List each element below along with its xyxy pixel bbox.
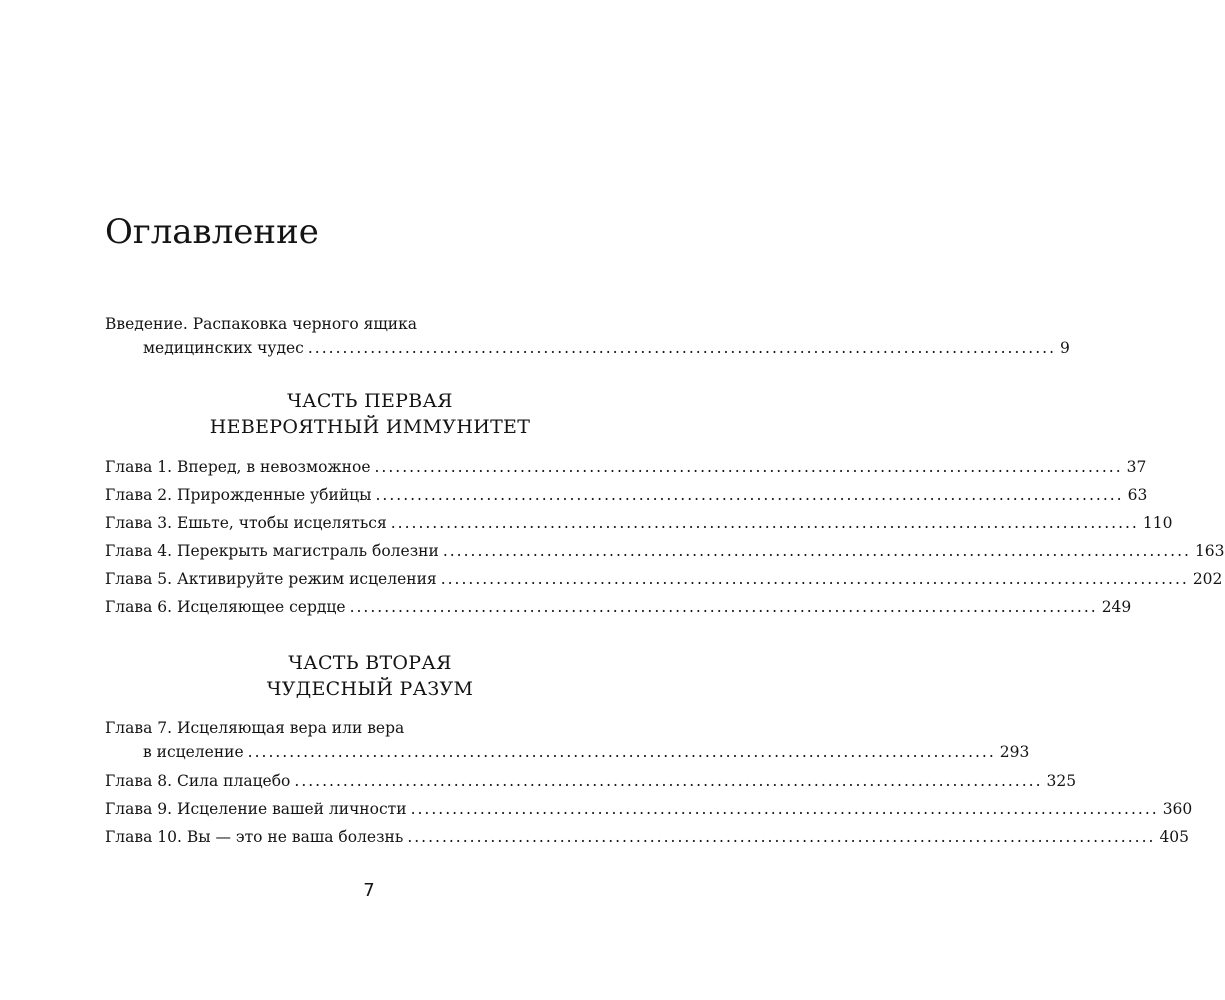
part-title: НЕВЕРОЯТНЫЙ ИММУНИТЕТ (209, 416, 531, 438)
toc-page-number: 249 (1101, 598, 1132, 616)
toc-page-number: 63 (1127, 486, 1148, 504)
toc-entry-chapter-1[interactable] (105, 455, 1147, 479)
toc-entry-title-line: Глава 7. Исцеляющая вера или вера (105, 719, 405, 737)
toc-entry-chapter-10[interactable] (105, 825, 1190, 849)
toc-entry-title: Глава 5. Активируйте режим исцеления (105, 570, 437, 588)
toc-page-number: 293 (999, 743, 1030, 761)
toc-page-number: 325 (1046, 772, 1077, 790)
toc-page-number: 405 (1159, 828, 1190, 846)
page-title: Оглавление (105, 212, 319, 252)
part-number: ЧАСТЬ ВТОРАЯ (288, 652, 452, 674)
dot-leader: ............................................................................................................ (440, 570, 1189, 588)
toc-page-number: 163 (1194, 542, 1225, 560)
toc-entry-chapter-9[interactable] (105, 797, 1193, 821)
dot-leader: ............................................................................................................ (247, 743, 996, 761)
toc-page-number: 202 (1192, 570, 1223, 588)
toc-entry-title: Глава 3. Ешьте, чтобы исцеляться (105, 514, 387, 532)
toc-entry-title-line: Введение. Распаковка черного ящика (105, 315, 418, 333)
toc-entry-title: Глава 6. Исцеляющее сердце (105, 598, 346, 616)
part-heading-2 (105, 650, 635, 702)
toc-entry-chapter-6[interactable] (105, 595, 1132, 619)
part-heading-1 (105, 388, 635, 440)
toc-page-number: 360 (1162, 800, 1193, 818)
dot-leader: ............................................................................................................ (375, 486, 1124, 504)
dot-leader: ............................................................................................................ (442, 542, 1191, 560)
toc-entry-title: Глава 8. Сила плацебо (105, 772, 291, 790)
toc-entry-title: Глава 4. Перекрыть магистраль болезни (105, 542, 439, 560)
dot-leader: ............................................................................................................ (307, 339, 1056, 357)
dot-leader: ............................................................................................................ (349, 598, 1098, 616)
toc-entry-title-line: в исцеление (143, 743, 244, 761)
toc-entry-title: Глава 10. Вы — это не ваша болезнь (105, 828, 404, 846)
toc-entry-introduction[interactable] (105, 312, 1070, 360)
dot-leader: ............................................................................................................ (407, 828, 1156, 846)
dot-leader: ............................................................................................................ (374, 458, 1123, 476)
toc-page-number: 37 (1126, 458, 1147, 476)
dot-leader: ............................................................................................................ (294, 772, 1043, 790)
toc-entry-title: Глава 1. Вперед, в невозможное (105, 458, 371, 476)
toc-entry-chapter-5[interactable] (105, 567, 1223, 591)
toc-entry-chapter-3[interactable] (105, 511, 1173, 535)
toc-entry-title: Глава 9. Исцеление вашей личности (105, 800, 407, 818)
toc-entry-chapter-2[interactable] (105, 483, 1148, 507)
toc-entry-chapter-4[interactable] (105, 539, 1225, 563)
toc-entry-title: Глава 2. Прирожденные убийцы (105, 486, 372, 504)
part-title: ЧУДЕСНЫЙ РАЗУМ (266, 678, 474, 700)
toc-page-number: 9 (1060, 339, 1070, 357)
part-number: ЧАСТЬ ПЕРВАЯ (287, 390, 453, 412)
toc-entry-chapter-7[interactable] (105, 716, 1030, 764)
dot-leader: ............................................................................................................ (390, 514, 1139, 532)
toc-entry-title-line: медицинских чудес (143, 339, 304, 357)
toc-entry-chapter-8[interactable] (105, 769, 1077, 793)
page-number: 7 (363, 880, 375, 901)
toc-page-number: 110 (1142, 514, 1173, 532)
dot-leader: ............................................................................................................ (410, 800, 1159, 818)
